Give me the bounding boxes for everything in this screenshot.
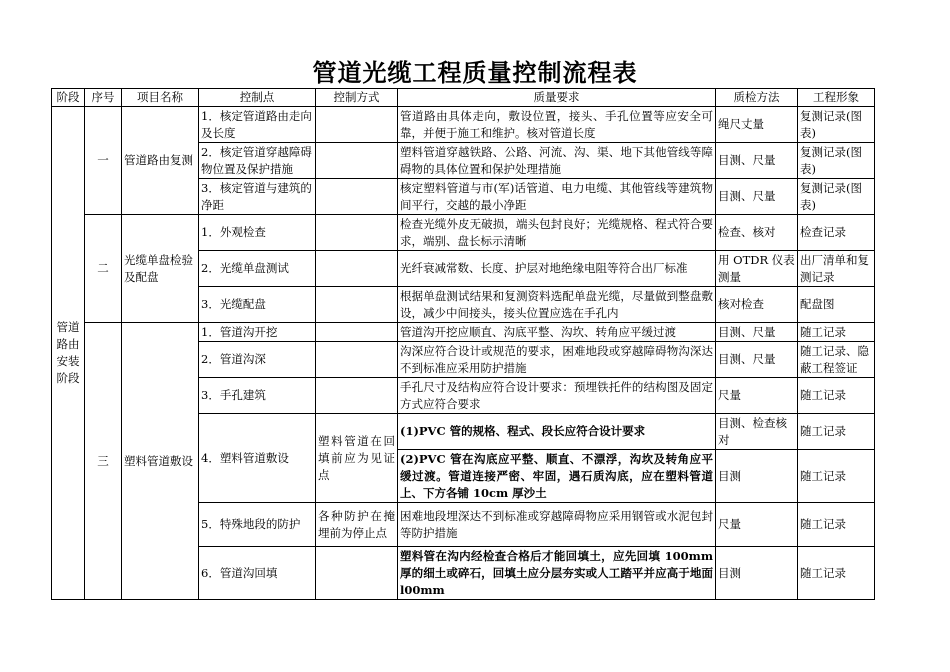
seq-cell: 二 [85,215,122,323]
inspection-method-cell: 目测、尺量 [716,323,798,342]
inspection-method-cell: 尺量 [716,378,798,414]
inspection-method-cell: 绳尺丈量 [716,107,798,143]
control-mode-cell [316,323,398,342]
quality-requirement-cell: 检查光缆外皮无破损，端头包封良好；光缆规格、程式符合要求，端别、盘长标示清晰 [398,215,716,251]
inspection-method-cell: 目测、尺量 [716,143,798,179]
control-point-cell: 2．核定管道穿越障碍物位置及保护措施 [199,143,316,179]
control-mode-cell [316,547,398,600]
project-name-cell: 塑料管道敷设 [122,323,199,600]
control-point-cell: 1．核定管道路由走向及长度 [199,107,316,143]
page-title: 管道光缆工程质量控制流程表 [312,58,638,87]
header-control-mode: 控制方式 [316,89,398,107]
stage-cell: 管道路由安装阶段 [52,107,85,600]
quality-requirement-cell: (1)PVC 管的规格、程式、段长应符合设计要求 [398,414,716,450]
inspection-method-cell: 目测、尺量 [716,342,798,378]
engineering-image-cell: 随工记录 [798,378,875,414]
header-engineering-image: 工程形象 [798,89,875,107]
control-point-cell: 3．手孔建筑 [199,378,316,414]
engineering-image-cell: 复测记录(图表) [798,179,875,215]
engineering-image-cell: 随工记录 [798,547,875,600]
quality-requirement-cell: 手孔尺寸及结构应符合设计要求：预埋铁托件的结构图及固定方式应符合要求 [398,378,716,414]
inspection-method-cell: 目测 [716,450,798,503]
control-mode-cell [316,378,398,414]
table-row [52,215,875,251]
control-mode-cell: 塑料管道在回填前应为见证点 [316,414,398,503]
control-point-cell: 6．管道沟回填 [199,547,316,600]
inspection-method-cell: 核对检查 [716,287,798,323]
inspection-method-cell: 目测 [716,547,798,600]
quality-requirement-cell: 沟深应符合设计或规范的要求，困难地段或穿越障碍物沟深达不到标准应采用防护措施 [398,342,716,378]
quality-requirement-cell: 塑料管在沟内经检查合格后才能回填土，应先回填 100mm 厚的细土或碎石，回填土应分层夯实或人工踏平并应高于地面 l00mm [398,547,716,600]
project-name-cell: 管道路由复测 [122,107,199,215]
seq-cell: 一 [85,107,122,215]
engineering-image-cell: 复测记录(图表) [798,143,875,179]
control-mode-cell [316,215,398,251]
quality-requirement-cell: 核定塑料管道与市(军)话管道、电力电缆、其他管线等建筑物间平行，交越的最小净距 [398,179,716,215]
quality-requirement-cell: 困难地段埋深达不到标准或穿越障碍物应采用钢管或水泥包封等防护措施 [398,503,716,547]
control-mode-cell [316,107,398,143]
project-name-cell: 光缆单盘检验及配盘 [122,215,199,323]
control-point-cell: 4．塑料管道敷设 [199,414,316,503]
quality-requirement-cell: 管道沟开挖应顺直、沟底平整、沟坎、转角应平缓过渡 [398,323,716,342]
quality-requirement-cell: 管道路由具体走向，敷设位置，接头、手孔位置等应安全可靠，并便于施工和维护。核对管道长度 [398,107,716,143]
header-inspection-method: 质检方法 [716,89,798,107]
engineering-image-cell: 出厂清单和复测记录 [798,251,875,287]
control-mode-cell [316,143,398,179]
quality-requirement-cell: 塑料管道穿越铁路、公路、河流、沟、渠、地下其他管线等障碍物的具体位置和保护处理措施 [398,143,716,179]
control-mode-cell [316,251,398,287]
seq-cell: 三 [85,323,122,600]
engineering-image-cell: 随工记录 [798,323,875,342]
inspection-method-cell: 尺量 [716,503,798,547]
control-mode-cell [316,179,398,215]
inspection-method-cell: 目测、检查核对 [716,414,798,450]
engineering-image-cell: 复测记录(图表) [798,107,875,143]
header-control-point: 控制点 [199,89,316,107]
control-mode-cell [316,287,398,323]
table-row [52,323,875,342]
control-point-cell: 3．光缆配盘 [199,287,316,323]
control-point-cell: 2．光缆单盘测试 [199,251,316,287]
control-mode-cell [316,342,398,378]
control-point-cell: 3．核定管道与建筑的净距 [199,179,316,215]
table-row [52,107,875,143]
engineering-image-cell: 检查记录 [798,215,875,251]
quality-control-table [51,88,875,600]
quality-requirement-cell: (2)PVC 管在沟底应平整、顺直、不漂浮，沟坎及转角应平缓过渡。管道连接严密、牢固，遇石质沟底，应在塑料管道上、下方各铺 10cm 厚沙土 [398,450,716,503]
control-point-cell: 2．管道沟深 [199,342,316,378]
header-seq: 序号 [85,89,122,107]
header-project-name: 项目名称 [122,89,199,107]
quality-requirement-cell: 光纤衰减常数、长度、护层对地绝缘电阻等符合出厂标准 [398,251,716,287]
engineering-image-cell: 随工记录 [798,503,875,547]
header-quality-requirement: 质量要求 [398,89,716,107]
header-stage: 阶段 [52,89,85,107]
control-mode-cell: 各种防护在掩埋前为停止点 [316,503,398,547]
inspection-method-cell: 用 OTDR 仪表测量 [716,251,798,287]
control-point-cell: 5．特殊地段的防护 [199,503,316,547]
engineering-image-cell: 配盘图 [798,287,875,323]
engineering-image-cell: 随工记录 [798,414,875,450]
quality-requirement-cell: 根据单盘测试结果和复测资料选配单盘光缆，尽量做到整盘敷设，减少中间接头，接头位置应选在手孔内 [398,287,716,323]
engineering-image-cell: 随工记录、隐蔽工程签证 [798,342,875,378]
control-point-cell: 1．外观检查 [199,215,316,251]
header-row [52,89,875,107]
engineering-image-cell: 随工记录 [798,450,875,503]
control-point-cell: 1．管道沟开挖 [199,323,316,342]
inspection-method-cell: 目测、尺量 [716,179,798,215]
inspection-method-cell: 检查、核对 [716,215,798,251]
